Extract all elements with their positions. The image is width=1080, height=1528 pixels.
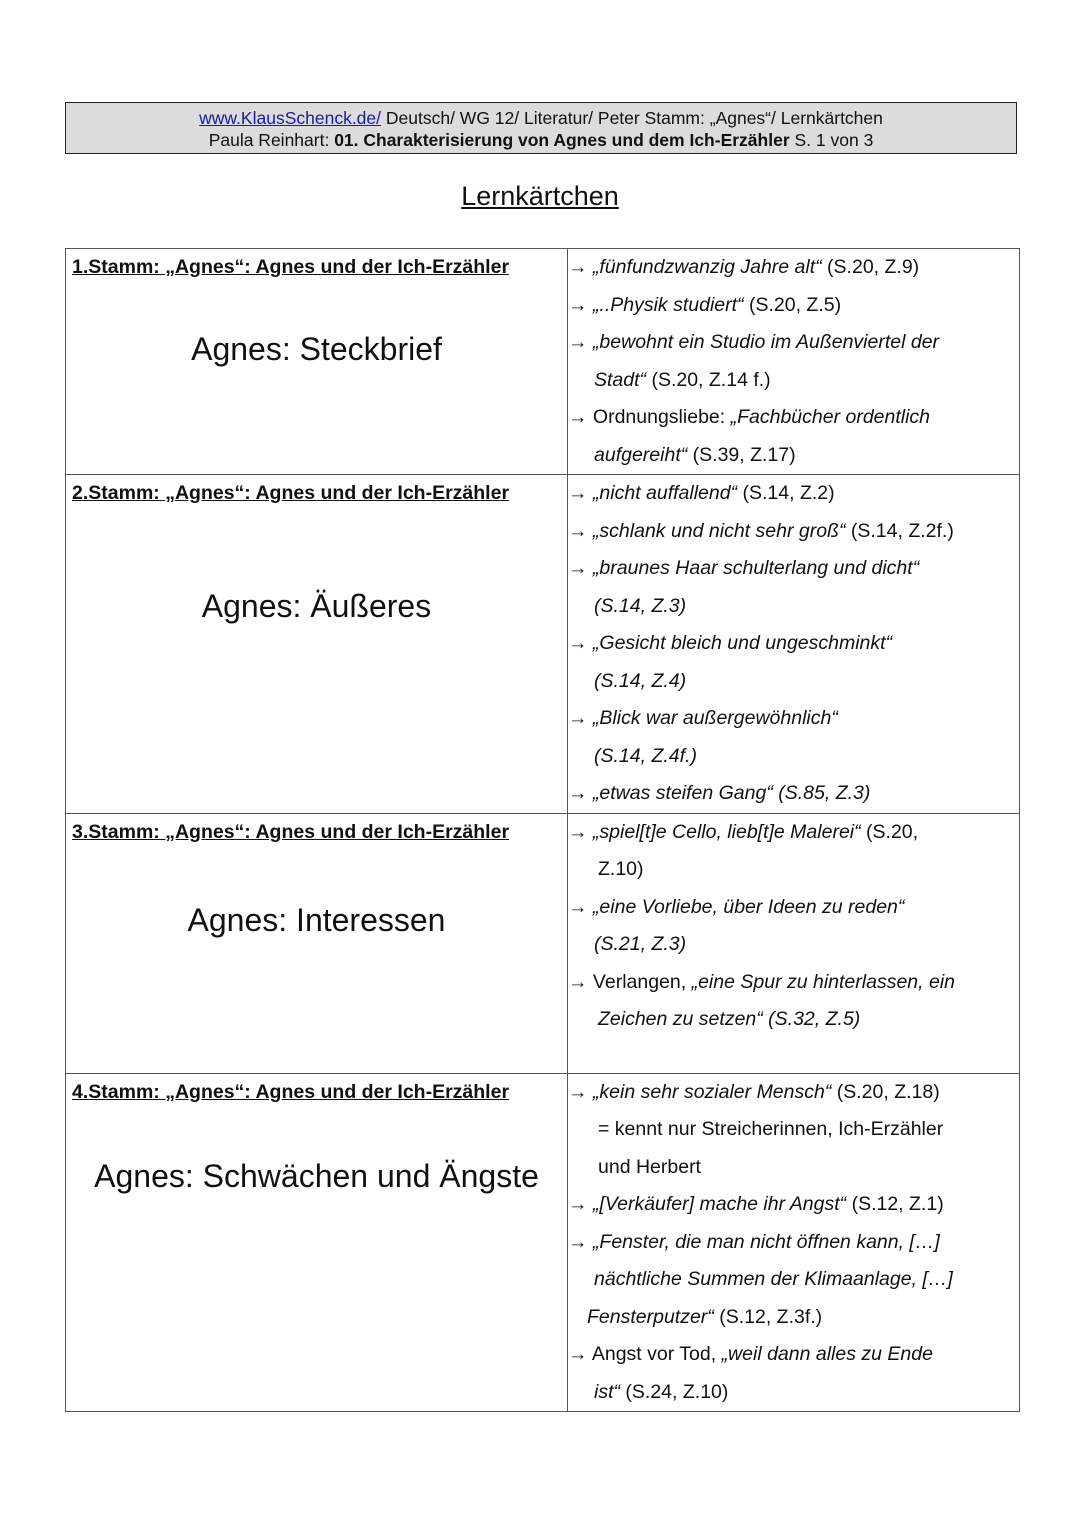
card-front [66,1073,568,1412]
flashcard-row [66,1073,1020,1412]
card-front [66,249,568,475]
card-line: → „..Physik studiert“ (S.20, Z.5) [568,293,842,316]
card-line: Fensterputzer“ (S.12, Z.3f.) [587,1305,823,1328]
card-topic: Agnes: Steckbrief [191,331,442,367]
header-author: Paula Reinhart: [208,130,335,150]
card-line: aufgereiht“ (S.39, Z.17) [594,443,796,466]
flashcard-table [65,248,1020,1412]
card-heading: 4.Stamm: „Agnes“: Agnes und der Ich-Erzähler [72,1080,510,1103]
card-line: → „spiel[t]e Cello, lieb[t]e Malerei“ (S.20, [568,820,919,843]
card-line: Stadt“ (S.20, Z.14 f.) [594,368,771,391]
card-topic: Agnes: Interessen [187,901,446,938]
card-line: (S.21, Z.3) [594,933,687,955]
card-line: Zeichen zu setzen“ (S.32, Z.5) [598,1008,861,1030]
card-line: → „Blick war außergewöhnlich“ [568,707,838,729]
card-line: → Angst vor Tod, „weil dann alles zu Ende [568,1343,933,1365]
card-line: und Herbert [598,1155,701,1178]
card-line: → „Gesicht bleich und ungeschminkt“ [568,632,893,654]
card-line: → „fünfundzwanzig Jahre alt“ (S.20, Z.9) [568,256,920,278]
card-heading: 1.Stamm: „Agnes“: Agnes und der Ich-Erzähler [72,256,510,278]
card-front [66,813,568,1073]
header-line-2 [66,129,1016,151]
card-line: → „[Verkäufer] mache ihr Angst“ (S.12, Z.1) [568,1193,944,1215]
header-path: Deutsch/ WG 12/ Literatur/ Peter Stamm: „Agnes“/ Lernkärtchen [381,108,883,128]
card-line: → Verlangen, „eine Spur zu hinterlassen, ein [568,970,955,993]
header-doc-title: 01. Charakterisierung von Agnes und dem Ich-Erzähler [334,130,790,150]
flashcard-row [66,813,1020,1073]
card-heading: 3.Stamm: „Agnes“: Agnes und der Ich-Erzähler [72,820,510,843]
card-line: (S.14, Z.4f.) [594,744,697,767]
card-line: ist“ (S.24, Z.10) [594,1380,729,1403]
card-back [568,249,1020,475]
card-heading: 2.Stamm: „Agnes“: Agnes und der Ich-Erzähler [72,482,510,504]
card-line: → „nicht auffallend“ (S.14, Z.2) [568,482,835,504]
card-line: → „kein sehr sozialer Mensch“ (S.20, Z.18) [568,1080,940,1103]
card-back [568,475,1020,814]
card-line: → „bewohnt ein Studio im Außenviertel der [568,331,940,353]
card-back [568,1073,1020,1412]
card-topic: Agnes: Schwächen und Ängste [94,1157,539,1194]
document-header [65,102,1017,154]
card-line: = kennt nur Streicherinnen, Ich-Erzähler [598,1118,944,1140]
flashcard-row [66,475,1020,814]
card-line: → „braunes Haar schulterlang und dicht“ [568,557,920,579]
card-line: → „Fenster, die man nicht öffnen kann, […] [568,1230,940,1253]
card-line: → „eine Vorliebe, über Ideen zu reden“ [568,895,905,918]
card-line: Z.10) [598,858,644,880]
card-line: (S.14, Z.3) [594,594,687,617]
card-line: nächtliche Summen der Klimaanlage, […] [594,1268,953,1290]
site-link[interactable]: www.KlausSchenck.de/ [199,108,382,128]
flashcard-row [66,249,1020,475]
page-title: Lernkärtchen [461,181,619,211]
card-topic: Agnes: Äußeres [201,588,432,624]
card-line: (S.14, Z.4) [594,669,687,692]
card-line: → „schlank und nicht sehr groß“ (S.14, Z.2f.) [568,519,954,542]
header-page-number: S. 1 von 3 [789,130,874,150]
card-back [568,813,1020,1073]
header-line-1 [66,107,1016,129]
card-line: → „etwas steifen Gang“ (S.85, Z.3) [568,782,871,804]
card-front [66,475,568,814]
card-line: → Ordnungsliebe: „Fachbücher ordentlich [568,406,931,428]
